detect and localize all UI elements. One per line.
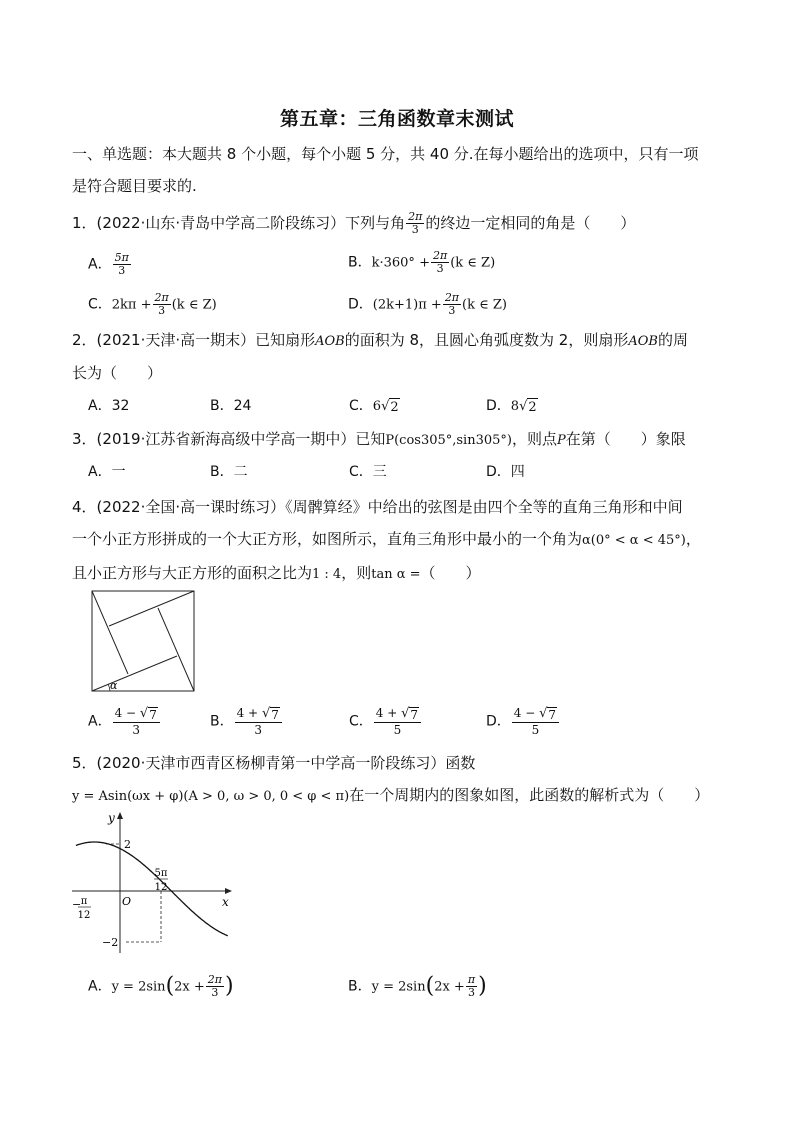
q2-text-c: 的周 [657,331,688,349]
q1-b-fraction [431,250,449,275]
triangle-hyp-bottom [92,656,177,691]
q1-c-post: (k ∈ Z) [171,297,217,313]
q4-b-fraction: 4 + √ 7 3 [235,706,282,737]
x-axis-label: x [222,895,229,909]
q5-option-a[interactable]: A．y = 2sin(2x + $\frac{2\pi}{3}$ ) [88,973,234,999]
q4-b-radicand: 7 [271,708,279,722]
q1-d-post: (k ∈ Z) [462,297,507,313]
q1-prefix: 1．(2022·山东·青岛中学高二阶段练习）下列与角 [72,214,406,232]
section-instructions-line2: 是符合题目要求的. [72,177,197,195]
question-4-stem-line3 [72,563,481,585]
q1-b-label: B． [348,254,372,271]
y-min-label: −2 [102,936,119,949]
right-tick-den: 12 [154,882,168,893]
q1-d-pre: (2k+1)π + [372,297,442,313]
left-tick-den: 12 [77,910,91,921]
q4-tan: tan α = [371,567,421,582]
q1-a-fraction [113,252,131,277]
q1-d-den: 3 [448,304,456,317]
q1-option-c[interactable] [88,292,217,317]
q1-a-num: 5π [114,251,129,264]
q1-d-num: 2π [444,291,460,304]
q1-b-pre: k·360° + [371,255,430,271]
q4-ratio: 1 : 4 [312,567,342,582]
q2-d-coef: 8 [510,399,520,414]
q2-c-sqrt: √ 2 [381,399,399,415]
q4-d-label: D． [486,713,511,730]
q5-b-label: B． [348,978,372,995]
q1-b-den: 3 [436,262,444,275]
question-5-stem-line2 [72,785,709,807]
q5-a-label: A． [88,978,112,995]
alpha-label: α [110,679,118,692]
q5-b-in: 2x + [434,979,465,995]
q4-c-num-pre: 4 + [375,706,398,720]
q3-point: P(cos305°,sin305°) [385,433,512,448]
q1-a-den: 3 [118,264,126,277]
q5-b-num: π [467,973,476,986]
q4-d-fraction: 4 − √ 7 5 [512,706,559,737]
q1-b-post: (k ∈ Z) [450,255,496,271]
q2-text-b: 的面积为 8，且圆心角弧度数为 2，则扇形 [344,331,629,349]
q3-option-c[interactable]: C．三 [349,464,387,480]
question-5-stem-line1: 5．(2020·天津市西青区杨柳青第一中学高一阶段练习）函数 [72,754,476,772]
q1-option-b[interactable] [348,250,495,275]
q2-option-c[interactable] [349,397,400,417]
sine-graph-figure [70,810,235,955]
y-axis-arrow [117,812,123,819]
q5-a-fraction [206,974,224,999]
q5-a-den: 3 [211,986,219,999]
q1-c-pre: 2kπ + [111,297,152,313]
q1-d-label: D． [348,296,373,313]
outer-square [92,591,194,691]
q2-aob-2: AOB [628,334,658,349]
q2-aob-1: AOB [315,334,345,349]
q5-b-fraction [466,974,477,999]
q2-text-a: 2．(2021·天津·高一期末）已知扇形 [72,331,316,349]
q2-option-d[interactable] [486,397,538,417]
q4-c-radicand: 7 [410,708,419,722]
q5-function: y = Asin(ωx + φ)(A > 0, ω > 0, 0 < φ < π) [72,789,350,804]
q3-prefix: 3．(2019·江苏省新海高级中学高一期中）已知 [72,430,386,448]
q1-option-a[interactable] [88,252,132,277]
q2-d-radicand: 2 [528,400,537,415]
q4-c-fraction: 4 + √ 7 5 [374,706,421,737]
origin-label: O [122,895,132,908]
q2-d-label: D． [486,398,511,414]
q4-c-den: 5 [393,723,402,737]
q1-a-label: A． [88,256,112,273]
x-axis-arrow [225,888,232,894]
q4-option-b[interactable] [210,706,283,737]
question-1-stem [72,211,635,236]
q4-d-radicand: 7 [548,708,557,722]
q1-c-num: 2π [154,291,169,304]
q1-suffix: 的终边一定相同的角是（ ） [425,214,636,232]
q4-text-a: 一个小正方形拼成的一个大正方形，如图所示，直角三角形中最小的一个角为 [72,530,583,548]
q4-option-c[interactable] [349,706,422,737]
q4-text-e: （ ） [420,564,481,582]
q1-frac-den: 3 [411,223,419,236]
q4-a-num-pre: 4 − [114,706,137,720]
q1-frac-num: 2π [408,210,423,223]
right-tick-num: 5π [154,868,168,879]
q4-a-fraction: 4 − √ 7 3 [113,706,160,737]
question-4-stem-line2 [72,529,701,551]
sine-curve [76,842,228,936]
q1-c-fraction [153,292,171,317]
q5-option-b[interactable]: B．y = 2sin(2x + $\frac{\pi}{3}$ ) [348,973,487,999]
q4-c-label: C． [349,713,373,730]
y-axis-label: y [108,811,115,825]
q2-c-coef: 6 [372,399,382,414]
q4-b-den: 3 [254,723,263,737]
left-minus-sign: − [72,898,82,911]
question-2-stem-line1 [72,330,688,352]
q4-b-label: B． [210,713,234,730]
q4-a-den: 3 [132,723,141,737]
page-title: 第五章：三角函数章末测试 [279,108,514,130]
q4-b-num-pre: 4 + [236,706,259,720]
q4-option-d[interactable] [486,706,560,737]
q4-text-d: ，则 [341,564,372,582]
question-3-stem [72,429,686,451]
y-max-label: 2 [124,838,131,851]
q3-option-b[interactable]: B．二 [210,464,248,480]
section-instructions-line1: 一、单选题：本大题共 8 个小题，每个小题 5 分，共 40 分.在每小题给出的选项中，只有一项 [72,145,699,163]
q3-option-d[interactable]: D．四 [486,464,525,480]
q1-b-num: 2π [432,249,448,262]
q2-d-sqrt: √ 2 [519,399,537,415]
q3-option-a[interactable]: A．一 [88,464,126,480]
q1-angle-fraction [406,211,424,236]
question-2-stem-line2: 长为（ ） [72,364,163,382]
q5-a-in: 2x + [174,979,205,995]
q3-p: P [557,433,566,448]
q5-text-b: 在一个周期内的图象如图，此函数的解析式为（ ） [349,786,710,804]
q2-c-label: C． [349,398,373,414]
q1-d-fraction [443,292,461,317]
q5-a-pre: y = 2sin [111,979,166,995]
q5-b-pre: y = 2sin [371,979,426,995]
q5-b-den: 3 [467,986,475,999]
q2-option-b[interactable]: B．24 [210,398,252,414]
q4-text-c: 且小正方形与大正方形的面积之比为 [72,564,313,582]
left-tick-num: π [80,896,88,907]
q4-a-label: A． [88,713,112,730]
q3-suffix: 在第（ ）象限 [565,430,686,448]
q1-c-den: 3 [158,304,166,317]
q2-c-radicand: 2 [390,400,399,415]
q3-mid: ，则点 [511,430,557,448]
q4-alpha-range: α(0° < α < 45°) [582,533,686,548]
q4-d-den: 5 [531,723,540,737]
pinwheel-square-figure [88,588,198,694]
triangle-hyp-top [109,591,194,626]
q4-a-radicand: 7 [149,708,157,722]
question-4-stem-line1: 4．(2022·全国·高一课时练习）《周髀算经》中给出的弦图是由四个全等的直角三角形和中间 [72,498,683,516]
triangle-hyp-left [92,591,128,674]
q4-text-b: ， [685,530,701,548]
q4-option-a[interactable] [88,706,161,737]
q1-option-d[interactable] [348,292,507,317]
q4-d-num-pre: 4 − [513,706,536,720]
q2-option-a[interactable]: A．32 [88,398,130,414]
q1-c-label: C． [88,296,112,313]
q5-a-num: 2π [207,973,223,986]
triangle-hyp-right [158,608,194,691]
